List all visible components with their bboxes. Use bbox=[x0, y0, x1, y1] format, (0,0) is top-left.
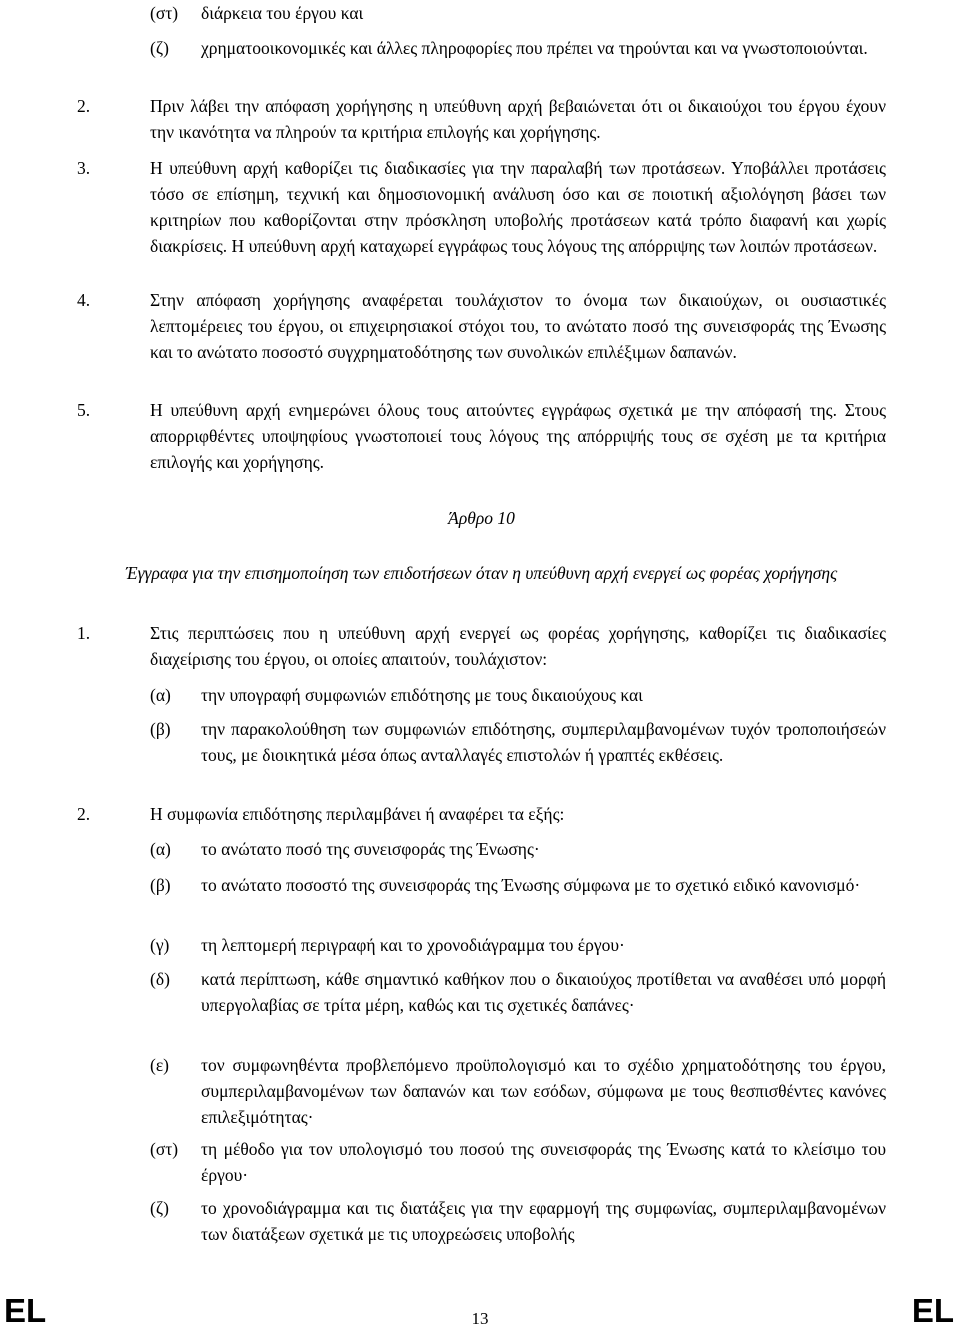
list-item bbox=[150, 836, 886, 862]
item-text: την υπογραφή συμφωνιών επιδότησης με τους δικαιούχους και bbox=[201, 685, 643, 705]
paragraph-text: Στις περιπτώσεις που η υπεύθυνη αρχή ενεργεί ως φορέας χορήγησης, καθορίζει τις διαδικασίες διαχείρισης του έργου, οι οποίες απαιτούν, τουλάχιστον: bbox=[150, 623, 886, 669]
item-label: (α) bbox=[150, 839, 171, 859]
list-item bbox=[150, 682, 886, 708]
item-text: την παρακολούθηση των συμφωνιών επιδότησης, συμπεριλαμβανομένων τυχόν τροποποιήσεών τους, με διοικητικά μέσα όπως ανταλλαγές επιστολών ή γραπτές εκθέσεις. bbox=[201, 719, 886, 765]
paragraph-number: 3. bbox=[77, 158, 91, 178]
article-number: Άρθρο 10 bbox=[448, 508, 515, 528]
item-text: διάρκεια του έργου και bbox=[201, 3, 364, 23]
item-text: το ανώτατο ποσό της συνεισφοράς της Ένωσης· bbox=[201, 839, 540, 859]
list-item bbox=[150, 1195, 886, 1247]
paragraph-number: 2. bbox=[77, 804, 91, 824]
paragraph-text: Η υπεύθυνη αρχή καθορίζει τις διαδικασίες για την παραλαβή των προτάσεων. Υποβάλλει προτάσεις τόσο σε επίσημη, τεχνική και δημοσιονομική ανάλυση όσο και σε ποιοτική αξιολόγηση βάσει των κριτηρίων που καθορίζονται στην πρόσκληση υποβολής προτάσεων κατά τρόπο διαφανή και χωρίς διακρίσεις. Η υπεύθυνη αρχή καταχωρεί εγγράφως τους λόγους της απόρριψης των λοιπών προτάσεων. bbox=[150, 158, 886, 256]
item-label: (στ) bbox=[150, 1139, 179, 1159]
paragraph-text: Η συμφωνία επιδότησης περιλαμβάνει ή αναφέρει τα εξής: bbox=[150, 804, 565, 824]
item-label: (στ) bbox=[150, 3, 179, 23]
list-item bbox=[150, 872, 886, 898]
list-item bbox=[150, 35, 886, 61]
paragraph-number: 4. bbox=[77, 290, 91, 310]
paragraph bbox=[77, 801, 886, 827]
item-label: (γ) bbox=[150, 935, 170, 955]
paragraph-text: Η υπεύθυνη αρχή ενημερώνει όλους τους αιτούντες εγγράφως σχετικά με την απόφασή της. Στους απορριφθέντες υποψηφίους γνωστοποιεί τους λόγους της απόρριψής τους σε σχέση με τα κριτήρια επιλογής και χορήγησης. bbox=[150, 400, 886, 472]
item-label: (β) bbox=[150, 719, 171, 739]
paragraph-text: Πριν λάβει την απόφαση χορήγησης η υπεύθυνη αρχή βεβαιώνεται ότι οι δικαιούχοι του έργου έχουν την ικανότητα να πληρούν τα κριτήρια επιλογής και χορήγησης. bbox=[150, 96, 886, 142]
item-text: το ανώτατο ποσοστό της συνεισφοράς της Ένωσης σύμφωνα με το σχετικό ειδικό κανονισμό· bbox=[201, 875, 861, 895]
item-text: κατά περίπτωση, κάθε σημαντικό καθήκον που ο δικαιούχος προτίθεται να αναθέσει υπό μορφή υπεργολαβίας σε τρίτα μέρη, καθώς και τις σχετικές δαπάνες· bbox=[201, 969, 886, 1015]
paragraph bbox=[77, 620, 886, 672]
paragraph-number: 2. bbox=[77, 96, 91, 116]
item-text: τον συμφωνηθέντα προβλεπόμενο προϋπολογισμό και το σχέδιο χρηματοδότησης του έργου, συμπεριλαμβανομένων των δαπανών και των εσόδων, σύμφωνα με τους θεσπισθέντες κανόνες επιλεξιμότητας· bbox=[201, 1055, 886, 1127]
language-code-right: EL bbox=[911, 1292, 954, 1329]
item-label: (δ) bbox=[150, 969, 170, 989]
article-title: Έγγραφα για την επισημοποίηση των επιδοτήσεων όταν η υπεύθυνη αρχή ενεργεί ως φορέας χορήγησης bbox=[125, 563, 838, 583]
list-item bbox=[150, 0, 886, 26]
language-code-left: EL bbox=[4, 1292, 47, 1329]
paragraph bbox=[77, 397, 886, 475]
item-text: το χρονοδιάγραμμα και τις διατάξεις για την εφαρμογή της συμφωνίας, συμπεριλαμβανομένων των διατάξεων σχετικά με τις υποχρεώσεις υποβολής bbox=[201, 1198, 886, 1244]
item-label: (ζ) bbox=[150, 1198, 169, 1218]
paragraph bbox=[77, 93, 886, 145]
list-item bbox=[150, 716, 886, 768]
paragraph bbox=[77, 287, 886, 365]
list-item bbox=[150, 966, 886, 1018]
paragraph-number: 5. bbox=[77, 400, 91, 420]
item-text: τη λεπτομερή περιγραφή και το χρονοδιάγραμμα του έργου· bbox=[201, 935, 625, 955]
paragraph-text: Στην απόφαση χορήγησης αναφέρεται τουλάχιστον το όνομα των δικαιούχων, οι ουσιαστικές λεπτομέρειες του έργου, οι επιχειρησιακοί στόχοι του, το ανώτατο ποσό της συνεισφοράς της Ένωσης και το ανώτατο ποσοστό συγχρηματοδότησης των συνολικών επιλέξιμων δαπανών. bbox=[150, 290, 886, 362]
item-label: (ζ) bbox=[150, 38, 169, 58]
list-item bbox=[150, 1052, 886, 1130]
item-label: (β) bbox=[150, 875, 171, 895]
item-label: (α) bbox=[150, 685, 171, 705]
paragraph bbox=[77, 155, 886, 259]
list-item bbox=[150, 1136, 886, 1188]
item-text: τη μέθοδο για τον υπολογισμό του ποσού της συνεισφοράς της Ένωσης κατά το κλείσιμο του έργου· bbox=[201, 1139, 886, 1185]
list-item bbox=[150, 932, 886, 958]
page-number: 13 bbox=[471, 1309, 489, 1328]
item-text: χρηματοοικονομικές και άλλες πληροφορίες που πρέπει να τηρούνται και να γνωστοποιούνται. bbox=[201, 38, 868, 58]
item-label: (ε) bbox=[150, 1055, 170, 1075]
paragraph-number: 1. bbox=[77, 623, 91, 643]
